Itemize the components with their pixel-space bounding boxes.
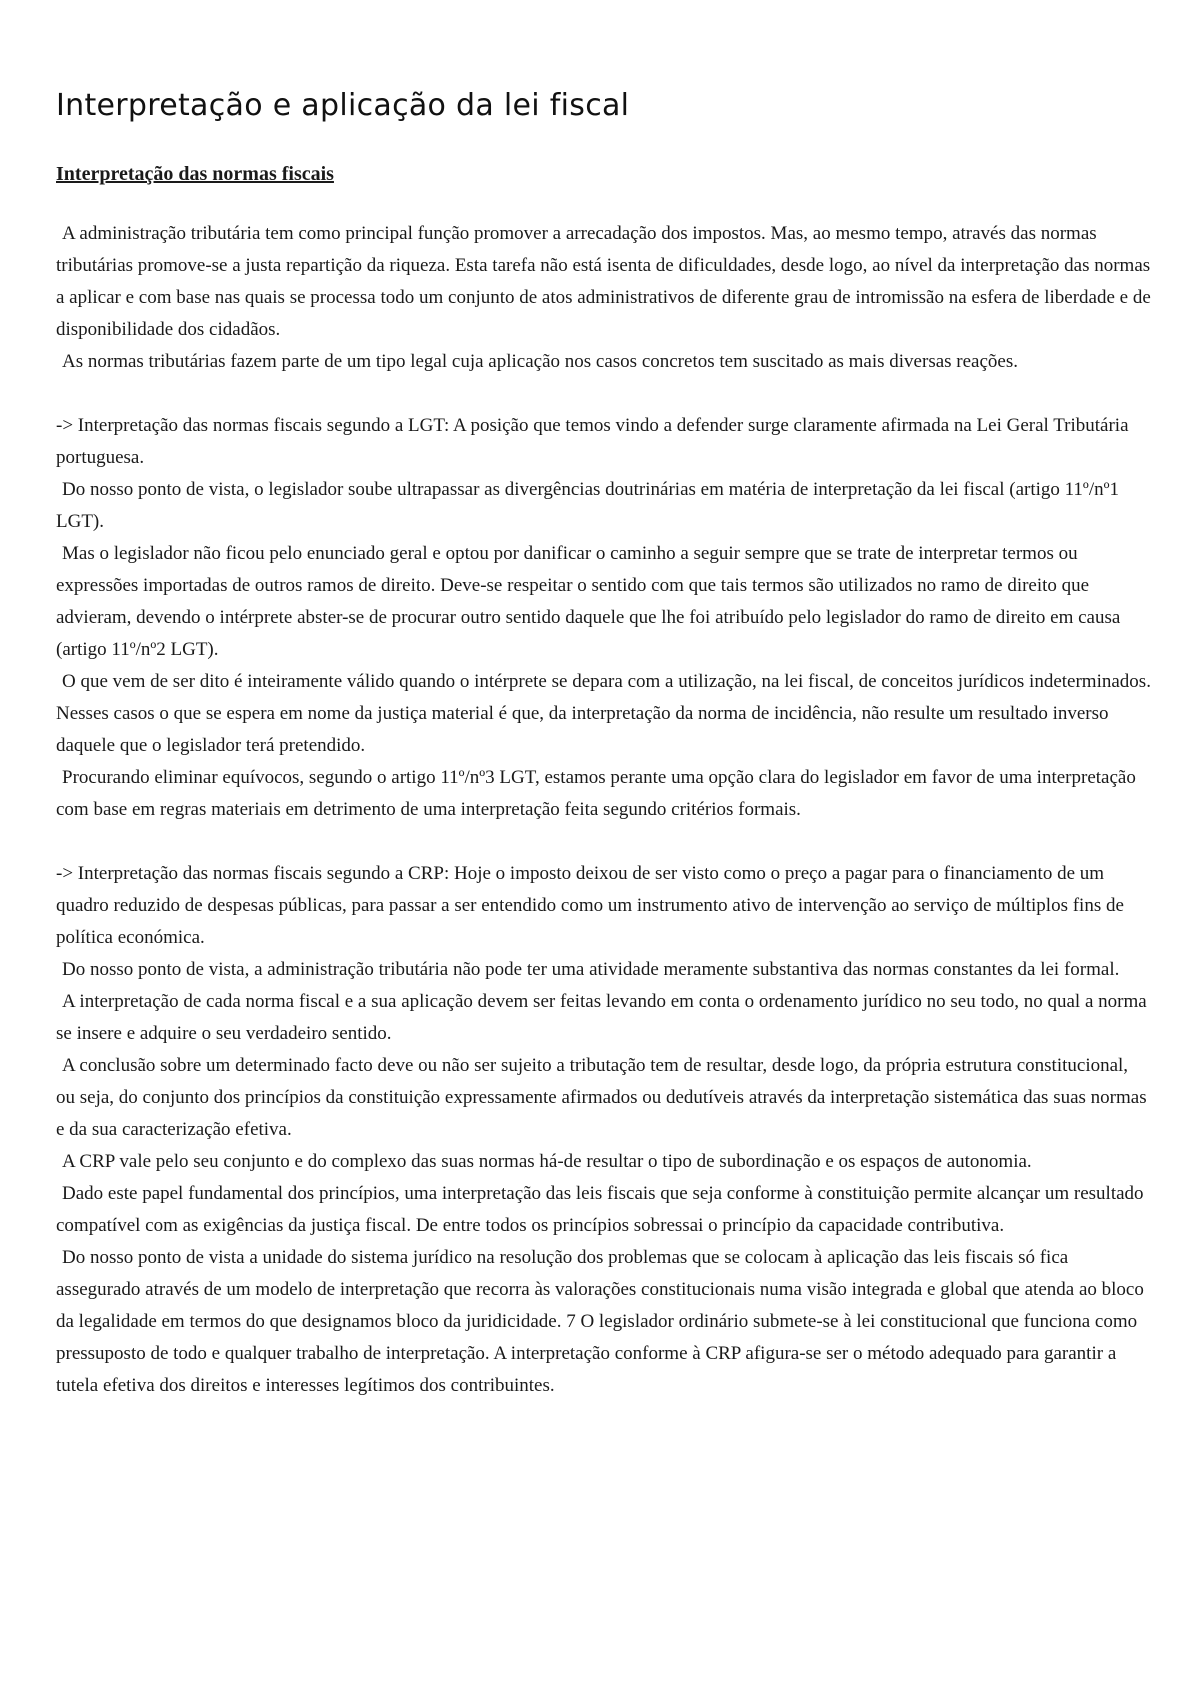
document-title: Interpretação e aplicação da lei fiscal <box>56 88 630 123</box>
paragraph-lgt-5: Procurando eliminar equívocos, segundo o artigo 11º/nº3 LGT, estamos perante uma opção clara do legislador em favor de uma interpretação com base em regras materiais em detrimento de uma interpretação feita segundo critérios formais. <box>56 767 1136 820</box>
document-body <box>56 218 1151 1402</box>
paragraph-crp-1: -> Interpretação das normas fiscais segundo a CRP: Hoje o imposto deixou de ser visto como o preço a pagar para o financiamento de um quadro reduzido de despesas públicas, para passar a ser entendido como um instrumento ativo de intervenção ao serviço de múltiplos fins de política económica. <box>56 863 1124 948</box>
paragraph-crp-7: Do nosso ponto de vista a unidade do sistema jurídico na resolução dos problemas que se colocam à aplicação das leis fiscais só fica assegurado através de um modelo de interpretação que recorra às valorações constitucionais numa visão integrada e global que atenda ao bloco da legalidade em termos do que designamos bloco da juridicidade. 7 O legislador ordinário submete-se à lei constitucional que funciona como pressuposto de todo e qualquer trabalho de interpretação. A interpretação conforme à CRP afigura-se ser o método adequado para garantir a tutela efetiva dos direitos e interesses legítimos dos contribuintes. <box>56 1247 1144 1396</box>
paragraph-gap <box>56 378 1151 410</box>
paragraph-lgt-3: Mas o legislador não ficou pelo enunciado geral e optou por danificar o caminho a seguir sempre que se trate de interpretar termos ou expressões importadas de outros ramos de direito. Deve-se respeitar o sentido com que tais termos são utilizados no ramo de direito que advieram, devendo o intérprete abster-se de procurar outro sentido daquele que lhe foi atribuído pelo legislador do ramo de direito em causa (artigo 11º/nº2 LGT). <box>56 543 1121 660</box>
paragraph-gap <box>56 826 1151 858</box>
paragraph-lgt-4: O que vem de ser dito é inteiramente válido quando o intérprete se depara com a utilização, na lei fiscal, de conceitos jurídicos indeterminados. Nesses casos o que se espera em nome da justiça material é que, da interpretação da norma de incidência, não resulte um resultado inverso daquele que o legislador terá pretendido. <box>56 671 1151 756</box>
paragraph-crp-2: Do nosso ponto de vista, a administração tributária não pode ter uma atividade meramente substantiva das normas constantes da lei formal. <box>62 959 1120 980</box>
paragraph-lgt-2: Do nosso ponto de vista, o legislador soube ultrapassar as divergências doutrinárias em matéria de interpretação da lei fiscal (artigo 11º/nº1 LGT). <box>56 479 1119 532</box>
paragraph-crp-4: A conclusão sobre um determinado facto deve ou não ser sujeito a tributação tem de resultar, desde logo, da própria estrutura constitucional, ou seja, do conjunto dos princípios da constituição expressamente afirmados ou dedutíveis através da interpretação sistemática das suas normas e da sua caracterização efetiva. <box>56 1055 1147 1140</box>
section-heading: Interpretação das normas fiscais <box>56 163 334 185</box>
paragraph-intro-1: A administração tributária tem como principal função promover a arrecadação dos impostos. Mas, ao mesmo tempo, através das normas tributárias promove-se a justa repartição da riqueza. Esta tarefa não está isenta de dificuldades, desde logo, ao nível da interpretação das normas a aplicar e com base nas quais se processa todo um conjunto de atos administrativos de diferente grau de intromissão na esfera de liberdade e de disponibilidade dos cidadãos. <box>56 223 1151 340</box>
paragraph-crp-3: A interpretação de cada norma fiscal e a sua aplicação devem ser feitas levando em conta o ordenamento jurídico no seu todo, no qual a norma se insere e adquire o seu verdadeiro sentido. <box>56 991 1147 1044</box>
paragraph-lgt-1: -> Interpretação das normas fiscais segundo a LGT: A posição que temos vindo a defender surge claramente afirmada na Lei Geral Tributária portuguesa. <box>56 415 1129 468</box>
paragraph-intro-2: As normas tributárias fazem parte de um tipo legal cuja aplicação nos casos concretos tem suscitado as mais diversas reações. <box>62 351 1018 372</box>
paragraph-crp-5: A CRP vale pelo seu conjunto e do complexo das suas normas há-de resultar o tipo de subordinação e os espaços de autonomia. <box>62 1151 1032 1172</box>
document-page <box>56 86 1151 1402</box>
paragraph-crp-6: Dado este papel fundamental dos princípios, uma interpretação das leis fiscais que seja conforme à constituição permite alcançar um resultado compatível com as exigências da justiça fiscal. De entre todos os princípios sobressai o princípio da capacidade contributiva. <box>56 1183 1144 1236</box>
